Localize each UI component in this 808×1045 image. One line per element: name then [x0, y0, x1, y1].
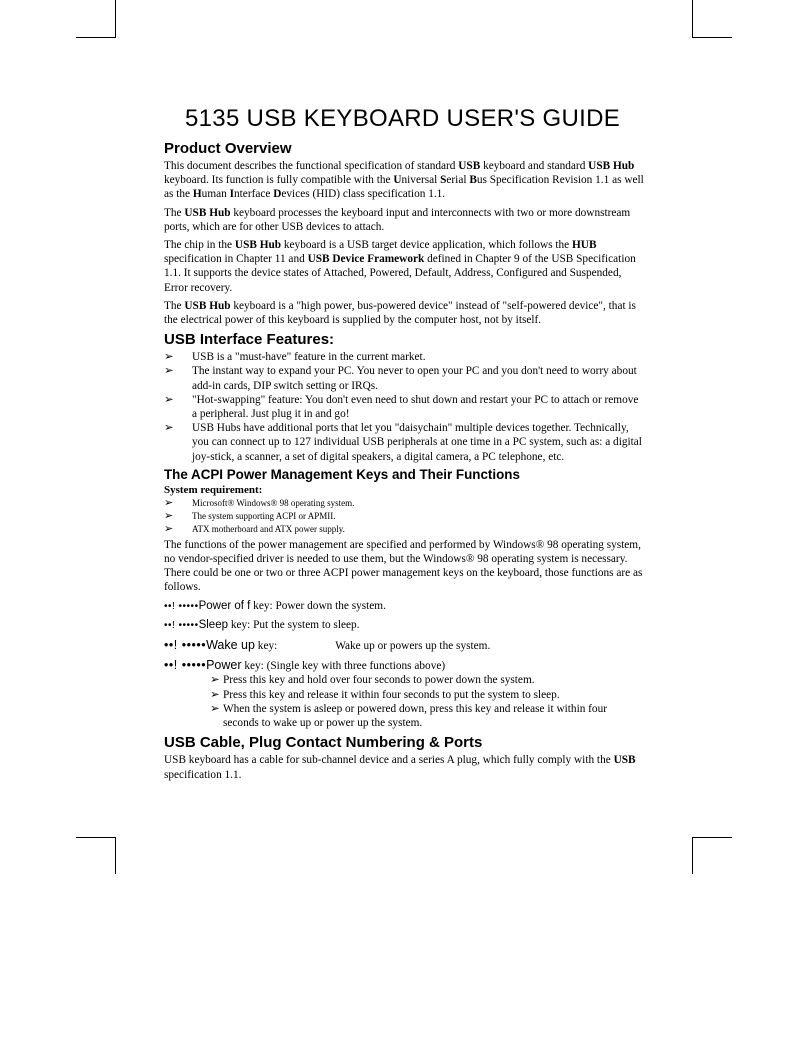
- crop-mark-top-right-vertical: [692, 0, 693, 37]
- overview-paragraph-3: The chip in the USB Hub keyboard is a USB target device application, which follows the HUB specification in Chapter 11 and USB Device Framework defined in Chapter 9 of the USB Specification 1.1. It supports the device states of Attached, Powered, Default, Address, Configured and Suspended, Error recovery.: [164, 239, 636, 294]
- key-name: Power: [206, 658, 242, 673]
- key-row-power: [164, 658, 644, 673]
- key-row-power-off: [164, 599, 644, 614]
- arrow-bullet-icon: ➢: [164, 351, 174, 364]
- arrow-bullet-icon: ➢: [164, 522, 174, 535]
- list-item: ➢ Press this key and release it within four seconds to put the system to sleep.: [210, 688, 560, 701]
- list-item: ➢ Press this key and hold over four seconds to power down the system.: [210, 674, 535, 687]
- list-item: ➢ ATX motherboard and ATX power supply.: [164, 522, 345, 535]
- page-title: 5135 USB KEYBOARD USER'S GUIDE: [185, 105, 621, 132]
- crop-mark-top-right-horizontal: [692, 37, 732, 38]
- arrow-bullet-icon: ➢: [210, 702, 220, 715]
- power-key-function-list: [210, 673, 644, 730]
- key-symbol: ••! •••••: [164, 619, 199, 631]
- list-item: ➢ USB is a "must-have" feature in the current market.: [164, 351, 426, 364]
- overview-paragraph-1: This document describes the functional specification of standard USB keyboard and standard USB Hub keyboard. Its function is fully compatible with the Universal Serial Bus Specification Revision 1.1 as well as the Human Interface Devices (HID) class specification 1.1.: [164, 160, 644, 201]
- arrow-bullet-icon: ➢: [210, 688, 220, 701]
- acpi-paragraph: The functions of the power management are specified and performed by Windows® 98 operating system, no vendor-specified driver is needed to use them, but the Windows® 98 operating system is necessary. There could be one or two or three ACPI power management keys on the keyboard, those functions are as follows.: [164, 538, 643, 594]
- arrow-bullet-icon: ➢: [164, 393, 174, 406]
- system-requirement-list: [164, 497, 644, 536]
- key-function: Wake up or powers up the system.: [335, 640, 491, 653]
- crop-mark-bottom-right-vertical: [692, 837, 693, 874]
- overview-paragraph-4: The USB Hub keyboard is a "high power, bus-powered device" instead of "self-powered device", that is the electrical power of this keyboard is supplied by the computer host, not by itself.: [164, 299, 636, 327]
- heading-usb-interface-features: USB Interface Features:: [164, 331, 335, 349]
- interface-feature-list: [164, 350, 644, 464]
- key-row-sleep: [164, 618, 644, 633]
- list-item: ➢ "Hot-swapping" feature: You don't even need to shut down and restart your PC to attach or remove a peripheral. Just plug it in and go!: [164, 393, 639, 421]
- arrow-bullet-icon: ➢: [164, 422, 174, 435]
- key-description: key: Power down the system.: [250, 599, 386, 612]
- arrow-bullet-icon: ➢: [164, 509, 174, 522]
- arrow-bullet-icon: ➢: [210, 674, 220, 687]
- heading-usb-cable: USB Cable, Plug Contact Numbering & Ports: [164, 734, 483, 752]
- key-name: Sleep: [198, 618, 228, 631]
- list-item: ➢ The instant way to expand your PC. You never to open your PC and you don't need to worry about add-in cards, DIP switch setting or IRQs.: [164, 365, 637, 392]
- cable-paragraph: USB keyboard has a cable for sub-channel device and a series A plug, which fully comply with the USB specification 1.1.: [164, 754, 636, 781]
- key-symbol: ••! •••••: [164, 600, 199, 612]
- key-name: Wake up: [206, 638, 255, 653]
- key-description: key: Put the system to sleep.: [228, 618, 360, 631]
- key-name: Power of f: [198, 599, 251, 612]
- document-body: [164, 104, 644, 786]
- list-item: ➢ Microsoft® Windows® 98 operating system.: [164, 496, 355, 509]
- key-row-wake-up: [164, 638, 644, 653]
- list-item: ➢ USB Hubs have additional ports that let you "daisychain" multiple devices together. Technically, you can connect up to 127 individual USB peripherals at one time in a PC system, such as: a digital joy-stick, a scanner, a set of digital speakers, a digital camera, a PC telephone, etc.: [164, 422, 642, 463]
- crop-mark-bottom-left-vertical: [115, 837, 116, 874]
- crop-mark-top-left-vertical: [115, 0, 116, 37]
- crop-mark-bottom-right-horizontal: [692, 837, 732, 838]
- system-requirement-label: System requirement:: [164, 483, 263, 496]
- key-symbol: ••! •••••: [164, 638, 207, 653]
- key-description: key:: [254, 640, 278, 653]
- crop-mark-bottom-left-horizontal: [76, 837, 116, 838]
- list-item: ➢ When the system is asleep or powered down, press this key and release it within four seconds to wake up or power up the system.: [210, 702, 607, 730]
- key-description: key: (Single key with three functions above): [241, 660, 446, 673]
- heading-acpi-power-keys: The ACPI Power Management Keys and Their Functions: [164, 466, 520, 482]
- list-item: ➢ The system supporting ACPI or APMII.: [164, 509, 336, 522]
- arrow-bullet-icon: ➢: [164, 365, 174, 378]
- crop-mark-top-left-horizontal: [76, 37, 116, 38]
- key-symbol: ••! •••••: [164, 658, 207, 673]
- overview-paragraph-2: The USB Hub keyboard processes the keyboard input and interconnects with two or more downstream ports, which are for other USB devices to attach.: [164, 206, 631, 233]
- heading-product-overview: Product Overview: [164, 140, 292, 157]
- arrow-bullet-icon: ➢: [164, 496, 174, 509]
